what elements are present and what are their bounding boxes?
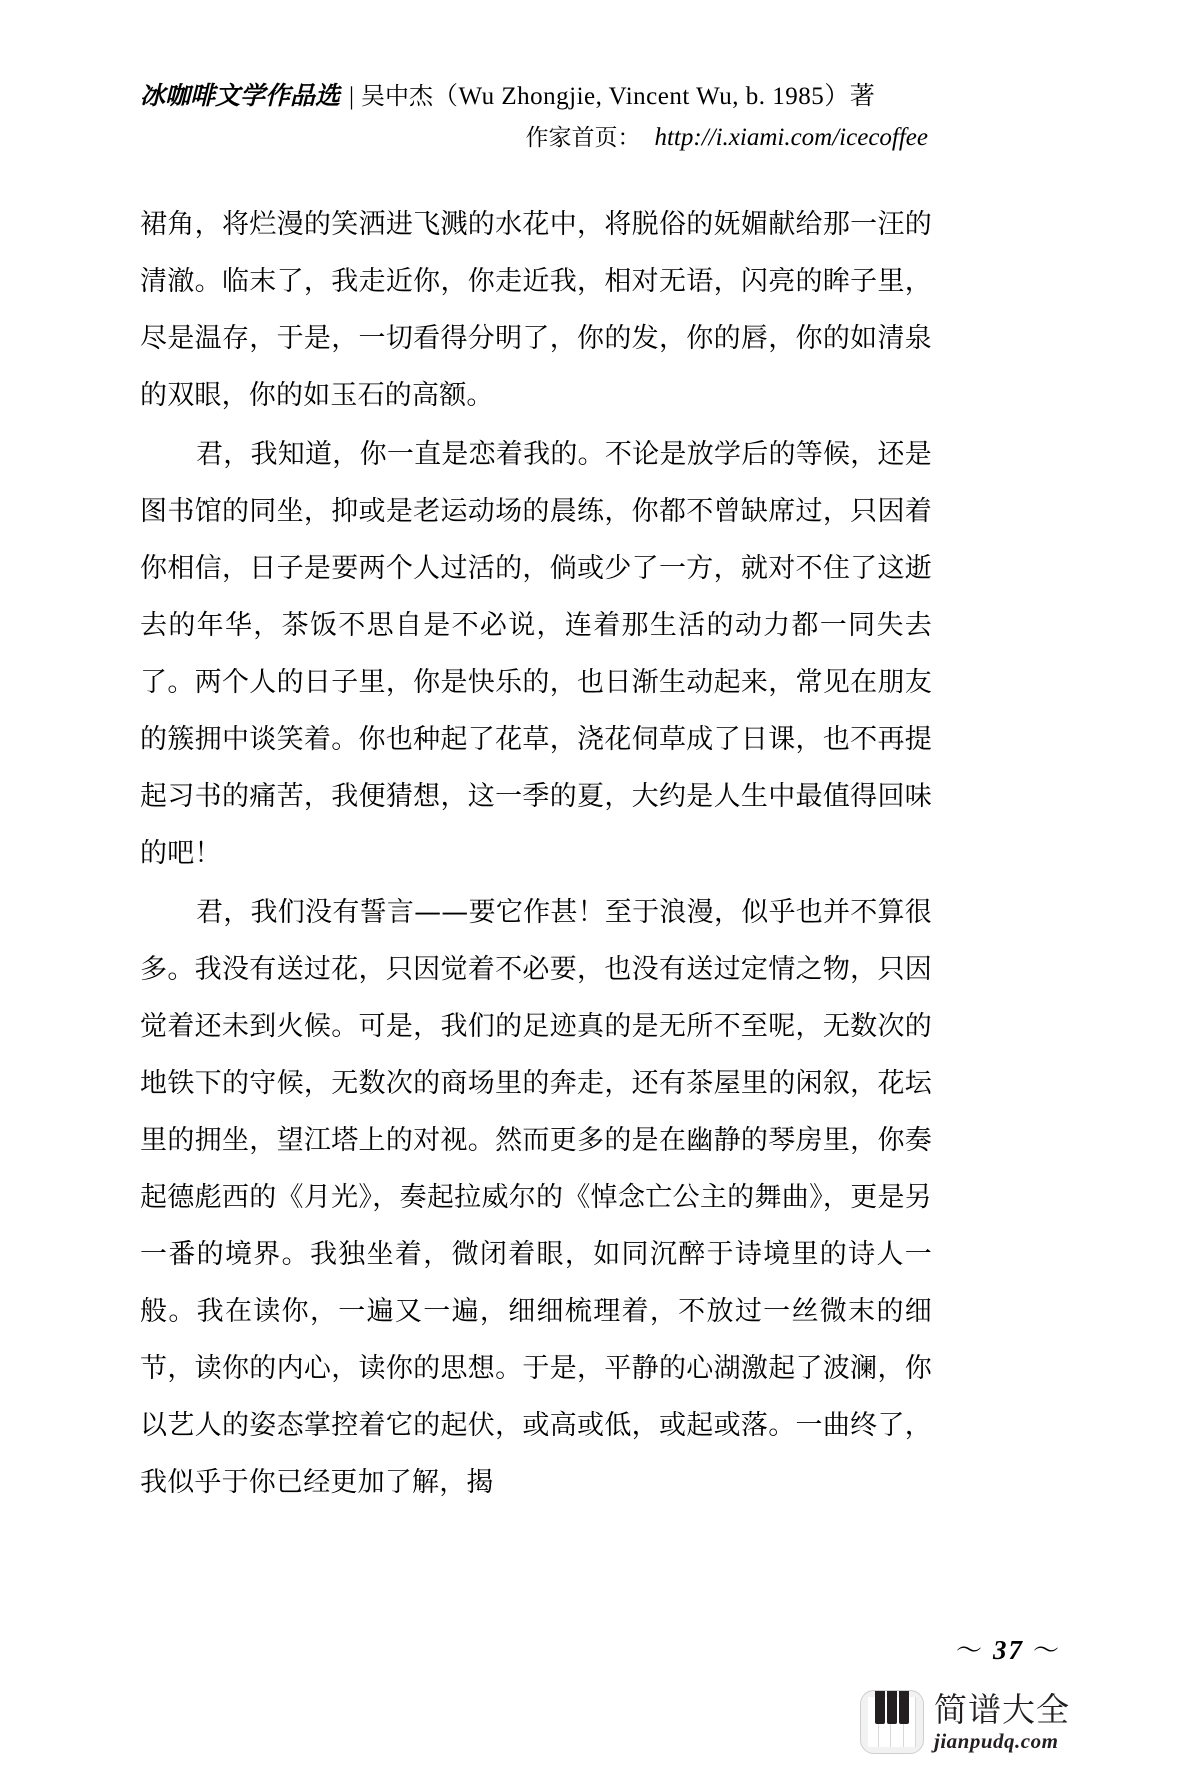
header-separator: |	[349, 83, 355, 110]
piano-keys-icon	[860, 1690, 924, 1754]
author-name-chinese: 吴中杰	[361, 82, 434, 110]
homepage-url[interactable]: http://i.xiami.com/icecoffee	[654, 124, 928, 151]
author-name-english: （Wu Zhongjie, Vincent Wu, b. 1985）著	[433, 83, 876, 110]
page-header	[140, 76, 930, 159]
page-number	[947, 1630, 1070, 1667]
header-title-line	[140, 76, 930, 117]
site-watermark	[860, 1690, 1070, 1754]
watermark-name-english: jianpudq.com	[934, 1728, 1059, 1753]
watermark-name-chinese: 简谱大全	[934, 1689, 1070, 1729]
page-number-ornament-left: 〜	[955, 1636, 984, 1665]
page-content	[140, 196, 932, 1513]
header-homepage-line	[140, 117, 930, 159]
paragraph: 君，我知道，你一直是恋着我的。不论是放学后的等候，还是图书馆的同坐，抑或是老运动场的晨练，你都不曾缺席过，只因着你相信，日子是要两个人过活的，倘或少了一方，就对不住了这逝去的年华，茶饭不思自是不必说，连着那生活的动力都一同失去了。两个人的日子里，你是快乐的，也日渐生动起来，常见在朋友的簇拥中谈笑着。你也种起了花草，浇花伺草成了日课，也不再提起习书的痛苦，我便猜想，这一季的夏，大约是人生中最值得回味的吧！	[140, 439, 932, 869]
page-number-value: 37	[992, 1635, 1024, 1665]
book-title: 冰咖啡文学作品选	[140, 82, 341, 110]
paragraph: 君，我们没有誓言——要它作甚！至于浪漫，似乎也并不算很多。我没有送过花，只因觉着不必要，也没有送过定情之物，只因觉着还未到火候。可是，我们的足迹真的是无所不至呢，无数次的地铁下的守候，无数次的商场里的奔走，还有茶屋里的闲叙，花坛里的拥坐，望江塔上的对视。然而更多的是在幽静的琴房里，你奏起德彪西的《月光》，奏起拉威尔的《悼念亡公主的舞曲》，更是另一番的境界。我独坐着，微闭着眼，如同沉醉于诗境里的诗人一般。我在读你，一遍又一遍，细细梳理着，不放过一丝微末的细节，读你的内心，读你的思想。于是，平静的心湖激起了波澜，你以艺人的姿态掌控着它的起伏，或高或低，或起或落。一曲终了，我似乎于你已经更加了解，揭	[140, 897, 932, 1498]
paragraph: 裙角，将烂漫的笑洒进飞溅的水花中，将脱俗的妩媚献给那一汪的清澈。临末了，我走近你，你走近我，相对无语，闪亮的眸子里，尽是温存，于是，一切看得分明了，你的发，你的唇，你的如清泉的双眼，你的如玉石的高额。	[140, 209, 932, 411]
page-number-ornament-right: 〜	[1032, 1636, 1061, 1665]
homepage-label: 作家首页：	[525, 125, 641, 151]
